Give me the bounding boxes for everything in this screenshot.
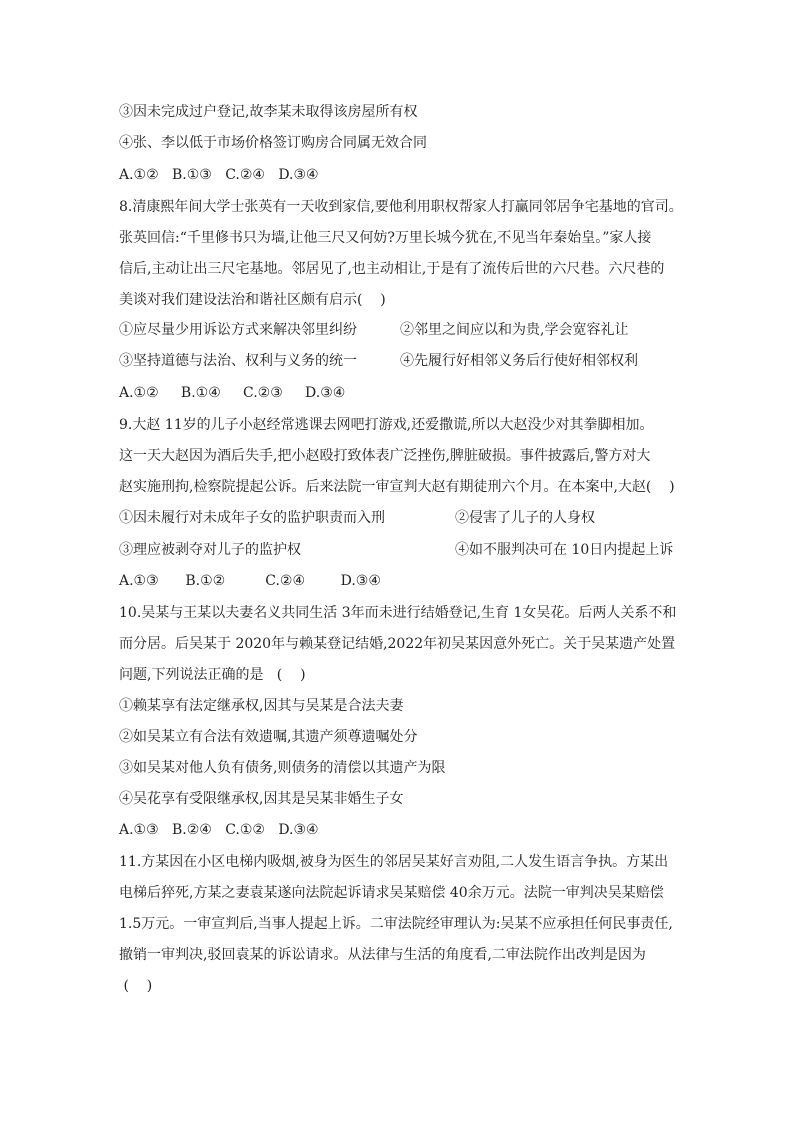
question-9-text: 9.大赵 11岁的儿子小赵经常逃课去网吧打游戏,还爱撒谎,所以大赵没少对其拳脚相加。 bbox=[119, 417, 654, 433]
q10-option-2: ②如吴某立有合法有效遗嘱,其遗产须尊遗嘱处分 bbox=[119, 729, 418, 745]
answer-choices: A.①③ B.②④ C.①② D.③④ bbox=[119, 822, 319, 838]
q10-option-1: ①赖某享有法定继承权,因其与吴某是合法夫妻 bbox=[119, 698, 404, 714]
question-11-text: ( ) bbox=[119, 978, 153, 994]
question-8-text: 8.清康熙年间大学士张英有一天收到家信,要他利用职权帮家人打赢同邻居争宅基地的官司。 bbox=[119, 199, 683, 215]
question-9-text: 赵实施刑拘,检察院提起公诉。后来法院一审宣判大赵有期徒刑六个月。在本案中,大赵( ) bbox=[119, 479, 675, 495]
answer-choices: A.①② B.①③ C.②④ D.③④ bbox=[119, 167, 319, 183]
question-10-text: 而分居。后吴某于 2020年与赖某登记结婚,2022年初吴某因意外死亡。关于吴某遗产处置 bbox=[119, 636, 676, 652]
q9-option-2: ②侵害了儿子的人身权 bbox=[455, 510, 595, 526]
q8-option-2: ②邻里之间应以和为贵,学会宽容礼让 bbox=[400, 322, 629, 338]
option-line: ④张、李以低于市场价格签订购房合同属无效合同 bbox=[119, 135, 427, 151]
q9-option-1: ①因未履行对未成年子女的监护职责而入刑 bbox=[119, 510, 385, 526]
q9-option-3: ③理应被剥夺对儿子的监护权 bbox=[119, 542, 301, 558]
q10-option-4: ④吴花享有受限继承权,因其是吴某非婚生子女 bbox=[119, 791, 404, 807]
answer-choices: A.①② B.①④ C.②③ D.③④ bbox=[119, 385, 346, 401]
question-10-text: 问题,下列说法正确的是 ( ) bbox=[119, 667, 306, 683]
answer-choices: A.①③ B.①② C.②④ D.③④ bbox=[119, 573, 381, 589]
q9-option-4: ④如不服判决可在 10日内提起上诉 bbox=[455, 542, 674, 558]
q8-option-1: ①应尽量少用诉讼方式来解决邻里纠纷 bbox=[119, 322, 357, 338]
question-11-text: 11.方某因在小区电梯内吸烟,被身为医生的邻居吴某好言劝阻,二人发生语言争执。方某出 bbox=[119, 854, 669, 870]
q8-option-3: ③坚持道德与法治、权利与义务的统一 bbox=[119, 353, 357, 369]
option-line: ③因未完成过户登记,故李某未取得该房屋所有权 bbox=[119, 104, 418, 120]
question-8-text: 美谈对我们建设法治和谐社区颇有启示( ) bbox=[119, 292, 386, 308]
question-8-text: 张英回信:“千里修书只为墙,让他三尺又何妨?万里长城今犹在,不见当年秦始皇。”家人接 bbox=[119, 230, 652, 246]
question-11-text: 撤销一审判决,驳回袁某的诉讼请求。从法律与生活的角度看,二审法院作出改判是因为 bbox=[119, 947, 646, 963]
question-8-text: 信后,主动让出三尺宅基地。邻居见了,也主动相让,于是有了流传后世的六尺巷。六尺巷的 bbox=[119, 261, 665, 277]
q10-option-3: ③如吴某对他人负有债务,则债务的清偿以其遗产为限 bbox=[119, 760, 446, 776]
question-11-text: 1.5万元。一审宣判后,当事人提起上诉。二审法院经审理认为:吴某不应承担任何民事责任, bbox=[119, 916, 673, 932]
question-11-text: 电梯后猝死,方某之妻袁某遂向法院起诉请求吴某赔偿 40余万元。法院一审判决吴某赔偿 bbox=[119, 885, 664, 901]
question-9-text: 这一天大赵因为酒后失手,把小赵殴打致体表广泛挫伤,脾脏破损。事件披露后,警方对大 bbox=[119, 448, 651, 464]
question-10-text: 10.吴某与王某以夫妻名义共同生活 3年而未进行结婚登记,生育 1女吴花。后两人关系不和 bbox=[119, 605, 677, 621]
q8-option-4: ④先履行好相邻义务后行使好相邻权利 bbox=[400, 353, 638, 369]
